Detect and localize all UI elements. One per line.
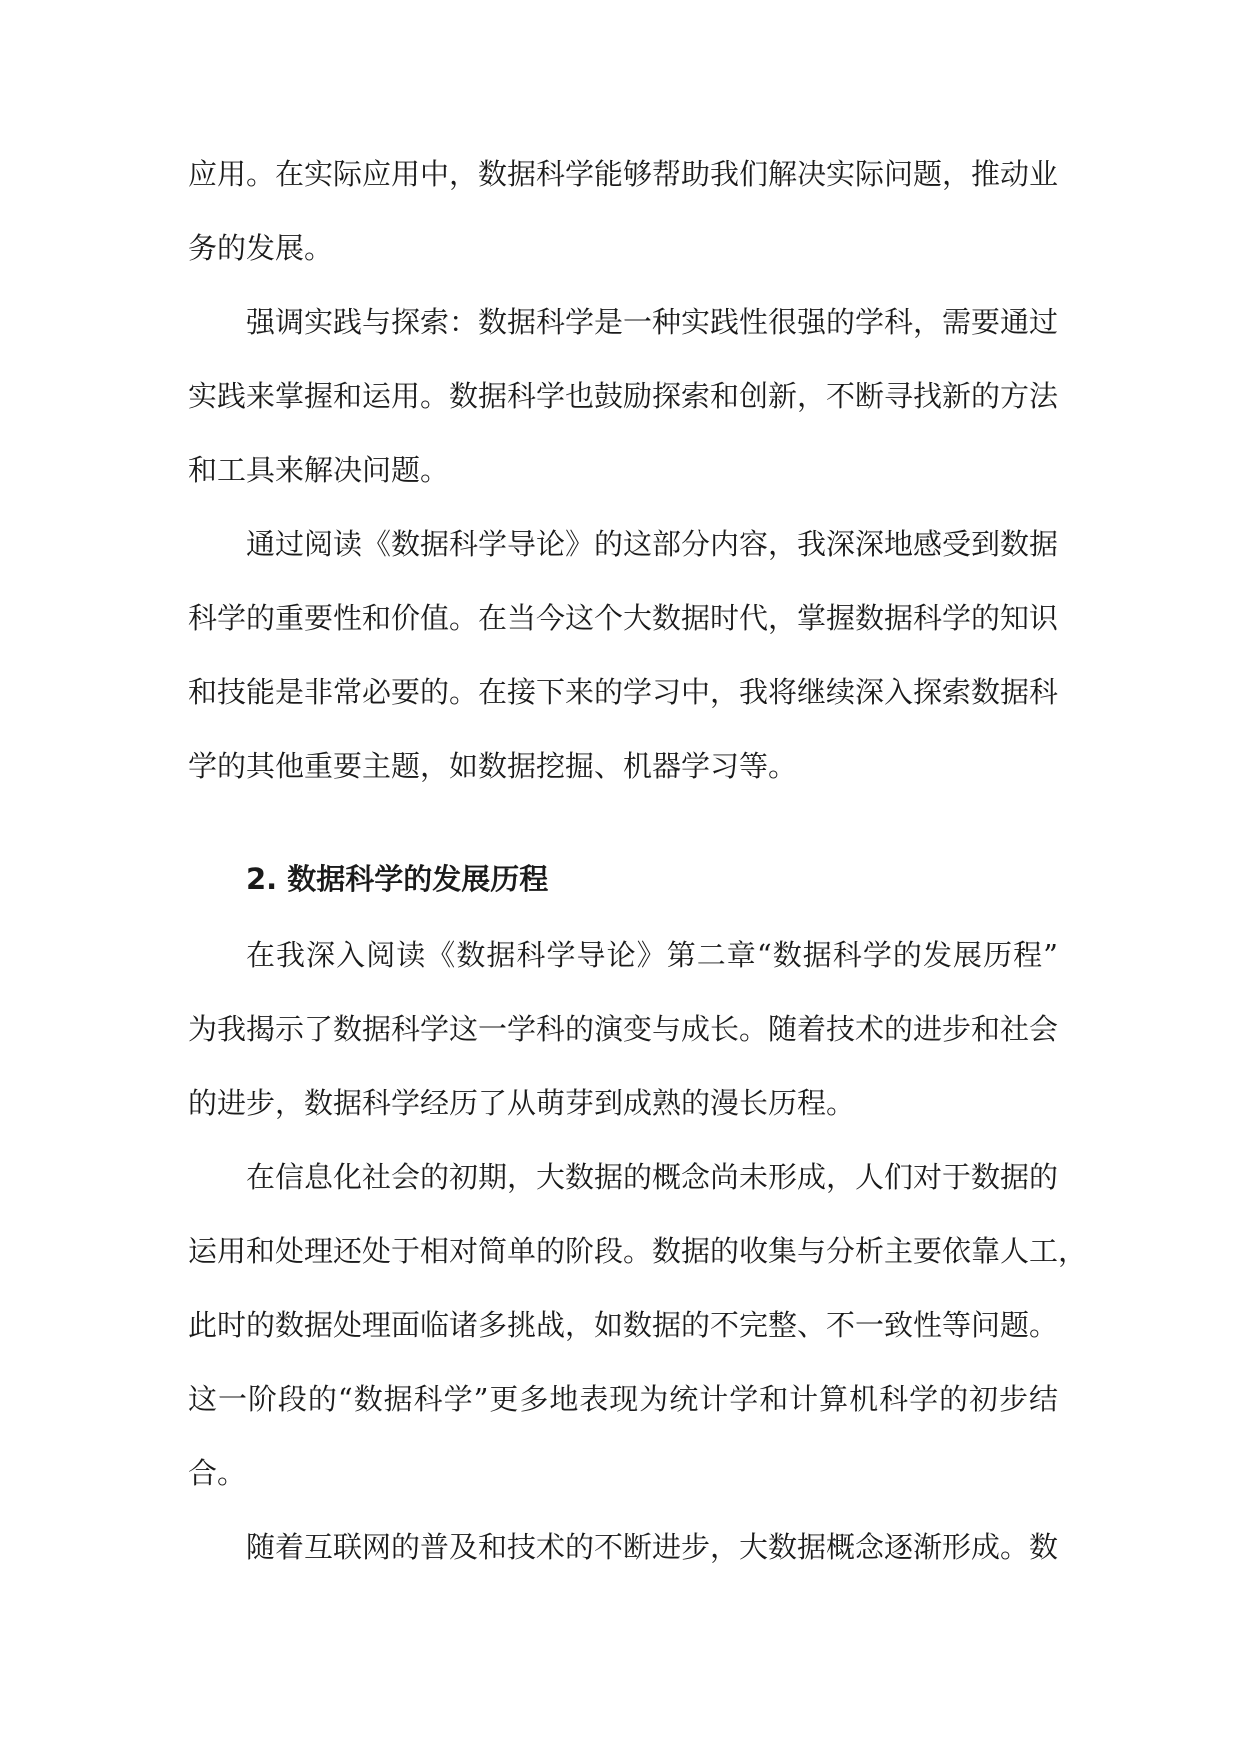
text-line: 为我揭示了数据科学这一学科的演变与成长。随着技术的进步和社会 [188,1012,1059,1046]
text-line: 和技能是非常必要的。在接下来的学习中，我将继续深入探索数据科 [188,675,1059,709]
text-line: 合。 [188,1456,247,1490]
text-line: 学的其他重要主题，如数据挖掘、机器学习等。 [188,749,798,783]
text-line: 应用。在实际应用中，数据科学能够帮助我们解决实际问题，推动业 [188,157,1059,191]
text-line: 强调实践与探索：数据科学是一种实践性很强的学科，需要通过 [246,305,1059,339]
text-line: 务的发展。 [188,231,334,265]
text-line: 和工具来解决问题。 [188,453,450,487]
text-line: 在信息化社会的初期，大数据的概念尚未形成，人们对于数据的 [246,1160,1059,1194]
text-line: 科学的重要性和价值。在当今这个大数据时代，掌握数据科学的知识 [188,601,1059,635]
text-line: 此时的数据处理面临诸多挑战，如数据的不完整、不一致性等问题。 [188,1308,1059,1342]
section-heading: 2. 数据科学的发展历程 [246,862,549,896]
text-line: 在我深入阅读《数据科学导论》第二章“数据科学的发展历程” [246,938,1058,972]
text-line: 的进步，数据科学经历了从萌芽到成熟的漫长历程。 [188,1086,856,1120]
text-line: 运用和处理还处于相对简单的阶段。数据的收集与分析主要依靠人工， [188,1234,1088,1268]
text-line: 实践来掌握和运用。数据科学也鼓励探索和创新，不断寻找新的方法 [188,379,1059,413]
text-line: 这一阶段的“数据科学”更多地表现为统计学和计算机科学的初步结 [188,1382,1058,1416]
text-line: 随着互联网的普及和技术的不断进步，大数据概念逐渐形成。数 [246,1530,1059,1564]
text-line: 通过阅读《数据科学导论》的这部分内容，我深深地感受到数据 [246,527,1059,561]
